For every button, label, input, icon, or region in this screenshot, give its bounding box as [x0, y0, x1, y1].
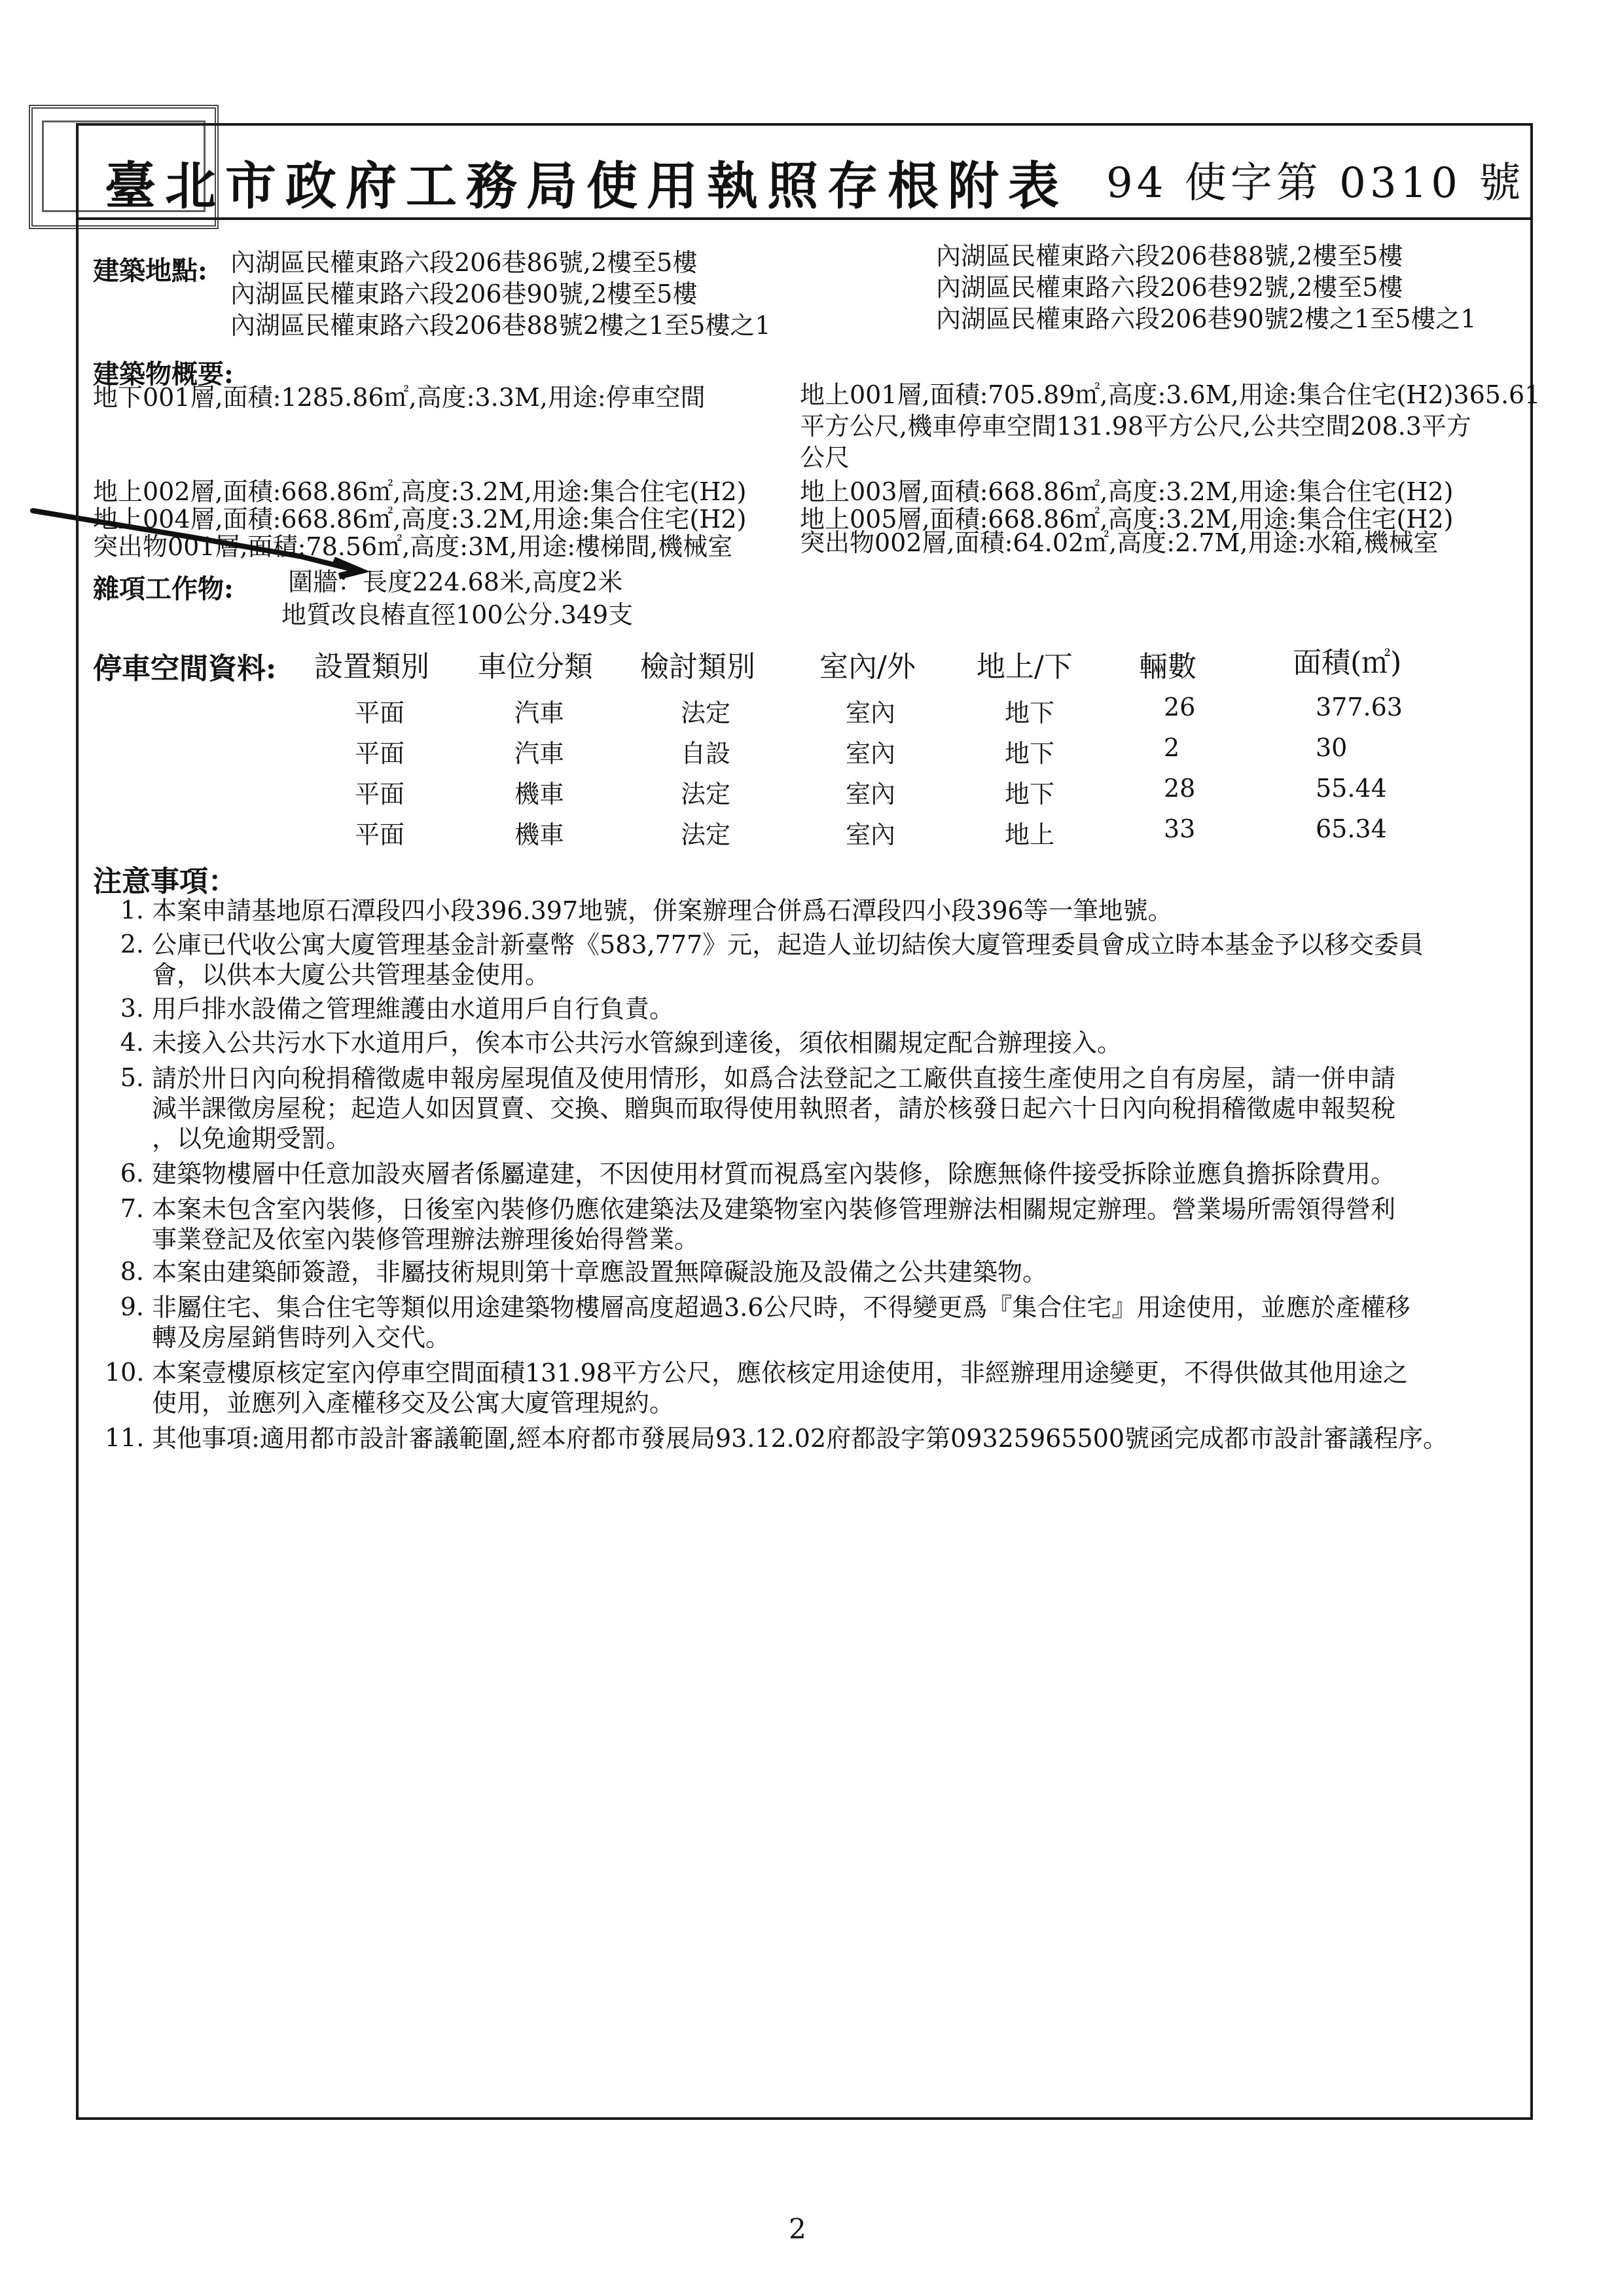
- note-number: 3.: [120, 994, 144, 1023]
- parking-cell-review: 法定: [681, 780, 731, 809]
- misc-label: 雜項工作物:: [93, 574, 234, 604]
- overview-f1-line-3: 公尺: [800, 443, 850, 472]
- parking-header-type: 設置類別: [314, 650, 429, 683]
- note-line: 非屬住宅、集合住宅等類似用途建築物樓層高度超過3.6公尺時，不得變更爲『集合住宅』用途使用，並應於產權移: [152, 1293, 1411, 1322]
- site-address-left-1: 內湖區民權東路六段206巷86號,2樓至5樓: [230, 248, 698, 277]
- site-label: 建築地點:: [93, 255, 207, 286]
- overview-r2: 突出物002層,面積:64.02㎡,高度:2.7M,用途:水箱,機械室: [800, 528, 1439, 557]
- parking-cell-class: 汽車: [514, 739, 565, 768]
- note-line: 使用，並應列入產權移交及公寓大廈管理規約。: [152, 1389, 675, 1417]
- parking-cell-type: 平面: [355, 780, 405, 809]
- permit-number: 94 使字第 0310 號: [1106, 159, 1525, 208]
- page-number: 2: [789, 2213, 806, 2245]
- note-line: 本案由建築師簽證，非屬技術規則第十章應設置無障礙設施及設備之公共建築物。: [152, 1258, 1048, 1286]
- note-line: 用戶排水設備之管理維護由水道用戶自行負責。: [152, 994, 675, 1023]
- parking-header-indoor: 室內/外: [819, 650, 916, 683]
- overview-b1: 地下001層,面積:1285.86㎡,高度:3.3M,用途:停車空間: [93, 383, 706, 412]
- overview-f1-line-1: 地上001層,面積:705.89㎡,高度:3.6M,用途:集合住宅(H2)365.61: [800, 380, 1541, 409]
- parking-header-class: 車位分類: [478, 650, 593, 683]
- overview-f4: 地上004層,面積:668.86㎡,高度:3.2M,用途:集合住宅(H2): [93, 505, 747, 534]
- parking-cell-indoor: 室內: [846, 820, 896, 849]
- parking-cell-area: 65.34: [1316, 814, 1387, 843]
- parking-cell-type: 平面: [355, 699, 405, 727]
- parking-header-area: 面積(㎡): [1293, 646, 1402, 680]
- overview-f5: 地上005層,面積:668.86㎡,高度:3.2M,用途:集合住宅(H2): [800, 505, 1454, 534]
- notes-label: 注意事項：: [93, 865, 237, 898]
- misc-line-2: 地質改良樁直徑100公分.349支: [281, 600, 634, 629]
- parking-cell-count: 2: [1164, 733, 1180, 762]
- parking-cell-review: 法定: [681, 820, 731, 849]
- note-line: 公庫已代收公寓大廈管理基金計新臺幣《583,777》元，起造人並切結俟大廈管理委員會成立時本基金予以移交委員: [152, 930, 1424, 959]
- parking-cell-type: 平面: [355, 739, 405, 768]
- parking-cell-count: 26: [1164, 693, 1196, 721]
- parking-cell-area: 377.63: [1316, 693, 1403, 721]
- misc-line-1: 圍牆：長度224.68米,高度2米: [288, 568, 623, 596]
- note-line: 轉及房屋銷售時列入交代。: [152, 1323, 451, 1352]
- note-number: 4.: [120, 1028, 144, 1057]
- parking-cell-count: 28: [1164, 774, 1196, 803]
- note-number: 1.: [120, 896, 144, 924]
- parking-cell-level: 地下: [1005, 739, 1055, 768]
- overview-f1-line-2: 平方公尺,機車停車空間131.98平方公尺,公共空間208.3平方: [800, 412, 1471, 441]
- note-line: 減半課徵房屋稅；起造人如因買賣、交換、贈與而取得使用執照者，請於核發日起六十日內向稅捐稽徵處申報契稅: [152, 1094, 1396, 1123]
- parking-cell-level: 地下: [1005, 780, 1055, 809]
- note-line: ，以免逾期受罰。: [152, 1124, 351, 1153]
- site-address-left-2: 內湖區民權東路六段206巷90號,2樓至5樓: [230, 280, 698, 308]
- note-line: 事業登記及依室內裝修管理辦法辦理後始得營業。: [152, 1225, 700, 1254]
- overview-f3: 地上003層,面積:668.86㎡,高度:3.2M,用途:集合住宅(H2): [800, 477, 1454, 506]
- parking-cell-class: 機車: [514, 820, 565, 849]
- parking-cell-count: 33: [1164, 814, 1196, 843]
- note-line: 其他事項:適用都市設計審議範圍,經本府都市發展局93.12.02府都設字第09325965500號函完成都市設計審議程序。: [152, 1424, 1448, 1453]
- parking-cell-area: 30: [1316, 733, 1348, 762]
- overview-f2: 地上002層,面積:668.86㎡,高度:3.2M,用途:集合住宅(H2): [93, 477, 747, 506]
- note-line: 請於卅日內向稅捐稽徵處申報房屋現值及使用情形，如爲合法登記之工廠供直接生產使用之自有房屋，請一併申請: [152, 1064, 1396, 1093]
- parking-cell-review: 法定: [681, 699, 731, 727]
- note-number: 6.: [120, 1159, 144, 1188]
- note-line: 建築物樓層中任意加設夾層者係屬違建，不因使用材質而視爲室內裝修，除應無條件接受拆除並應負擔拆除費用。: [152, 1159, 1396, 1188]
- parking-cell-type: 平面: [355, 820, 405, 849]
- parking-header-count: 輛數: [1139, 650, 1196, 683]
- parking-cell-level: 地上: [1005, 820, 1055, 849]
- note-line: 本案壹樓原核定室內停車空間面積131.98平方公尺，應依核定用途使用，非經辦理用途變更，不得供做其他用途之: [152, 1358, 1408, 1387]
- site-address-right-1: 內湖區民權東路六段206巷88號,2樓至5樓: [936, 242, 1403, 270]
- note-line: 本案未包含室內裝修，日後室內裝修仍應依建築法及建築物室內裝修管理辦法相關規定辦理。營業場所需領得營利: [152, 1195, 1396, 1224]
- note-line: 本案申請基地原石潭段四小段396.397地號，併案辦理合併爲石潭段四小段396等一筆地號。: [152, 896, 1173, 925]
- overview-label: 建築物概要:: [93, 359, 234, 390]
- parking-cell-area: 55.44: [1316, 774, 1387, 803]
- parking-cell-class: 機車: [514, 780, 565, 809]
- note-number: 7.: [120, 1194, 144, 1223]
- parking-cell-review: 自設: [681, 739, 731, 768]
- note-line: 未接入公共污水下水道用戶，俟本市公共污水管線到達後，須依相關規定配合辦理接入。: [152, 1029, 1123, 1057]
- site-address-right-2: 內湖區民權東路六段206巷92號,2樓至5樓: [936, 273, 1403, 302]
- parking-label: 停車空間資料:: [93, 652, 277, 685]
- parking-cell-indoor: 室內: [846, 780, 896, 809]
- parking-cell-indoor: 室內: [846, 739, 896, 768]
- note-number: 2.: [120, 930, 144, 958]
- site-address-left-3: 內湖區民權東路六段206巷88號2樓之1至5樓之1: [230, 311, 771, 340]
- parking-cell-level: 地下: [1005, 699, 1055, 727]
- document-title: 臺北市政府工務局使用執照存根附表: [105, 156, 1069, 216]
- note-number: 10.: [105, 1358, 145, 1387]
- note-number: 11.: [105, 1423, 145, 1452]
- parking-header-review: 檢討類別: [640, 650, 755, 683]
- site-address-right-3: 內湖區民權東路六段206巷90號2樓之1至5樓之1: [936, 304, 1477, 333]
- parking-cell-class: 汽車: [514, 699, 565, 727]
- note-line: 會，以供本大廈公共管理基金使用。: [152, 960, 550, 989]
- parking-cell-indoor: 室內: [846, 699, 896, 727]
- parking-header-level: 地上/下: [977, 650, 1073, 683]
- note-number: 5.: [120, 1063, 144, 1092]
- overview-r1: 突出物001層,面積:78.56㎡,高度:3M,用途:樓梯間,機械室: [93, 532, 733, 561]
- note-number: 8.: [120, 1257, 144, 1286]
- note-number: 9.: [120, 1292, 144, 1321]
